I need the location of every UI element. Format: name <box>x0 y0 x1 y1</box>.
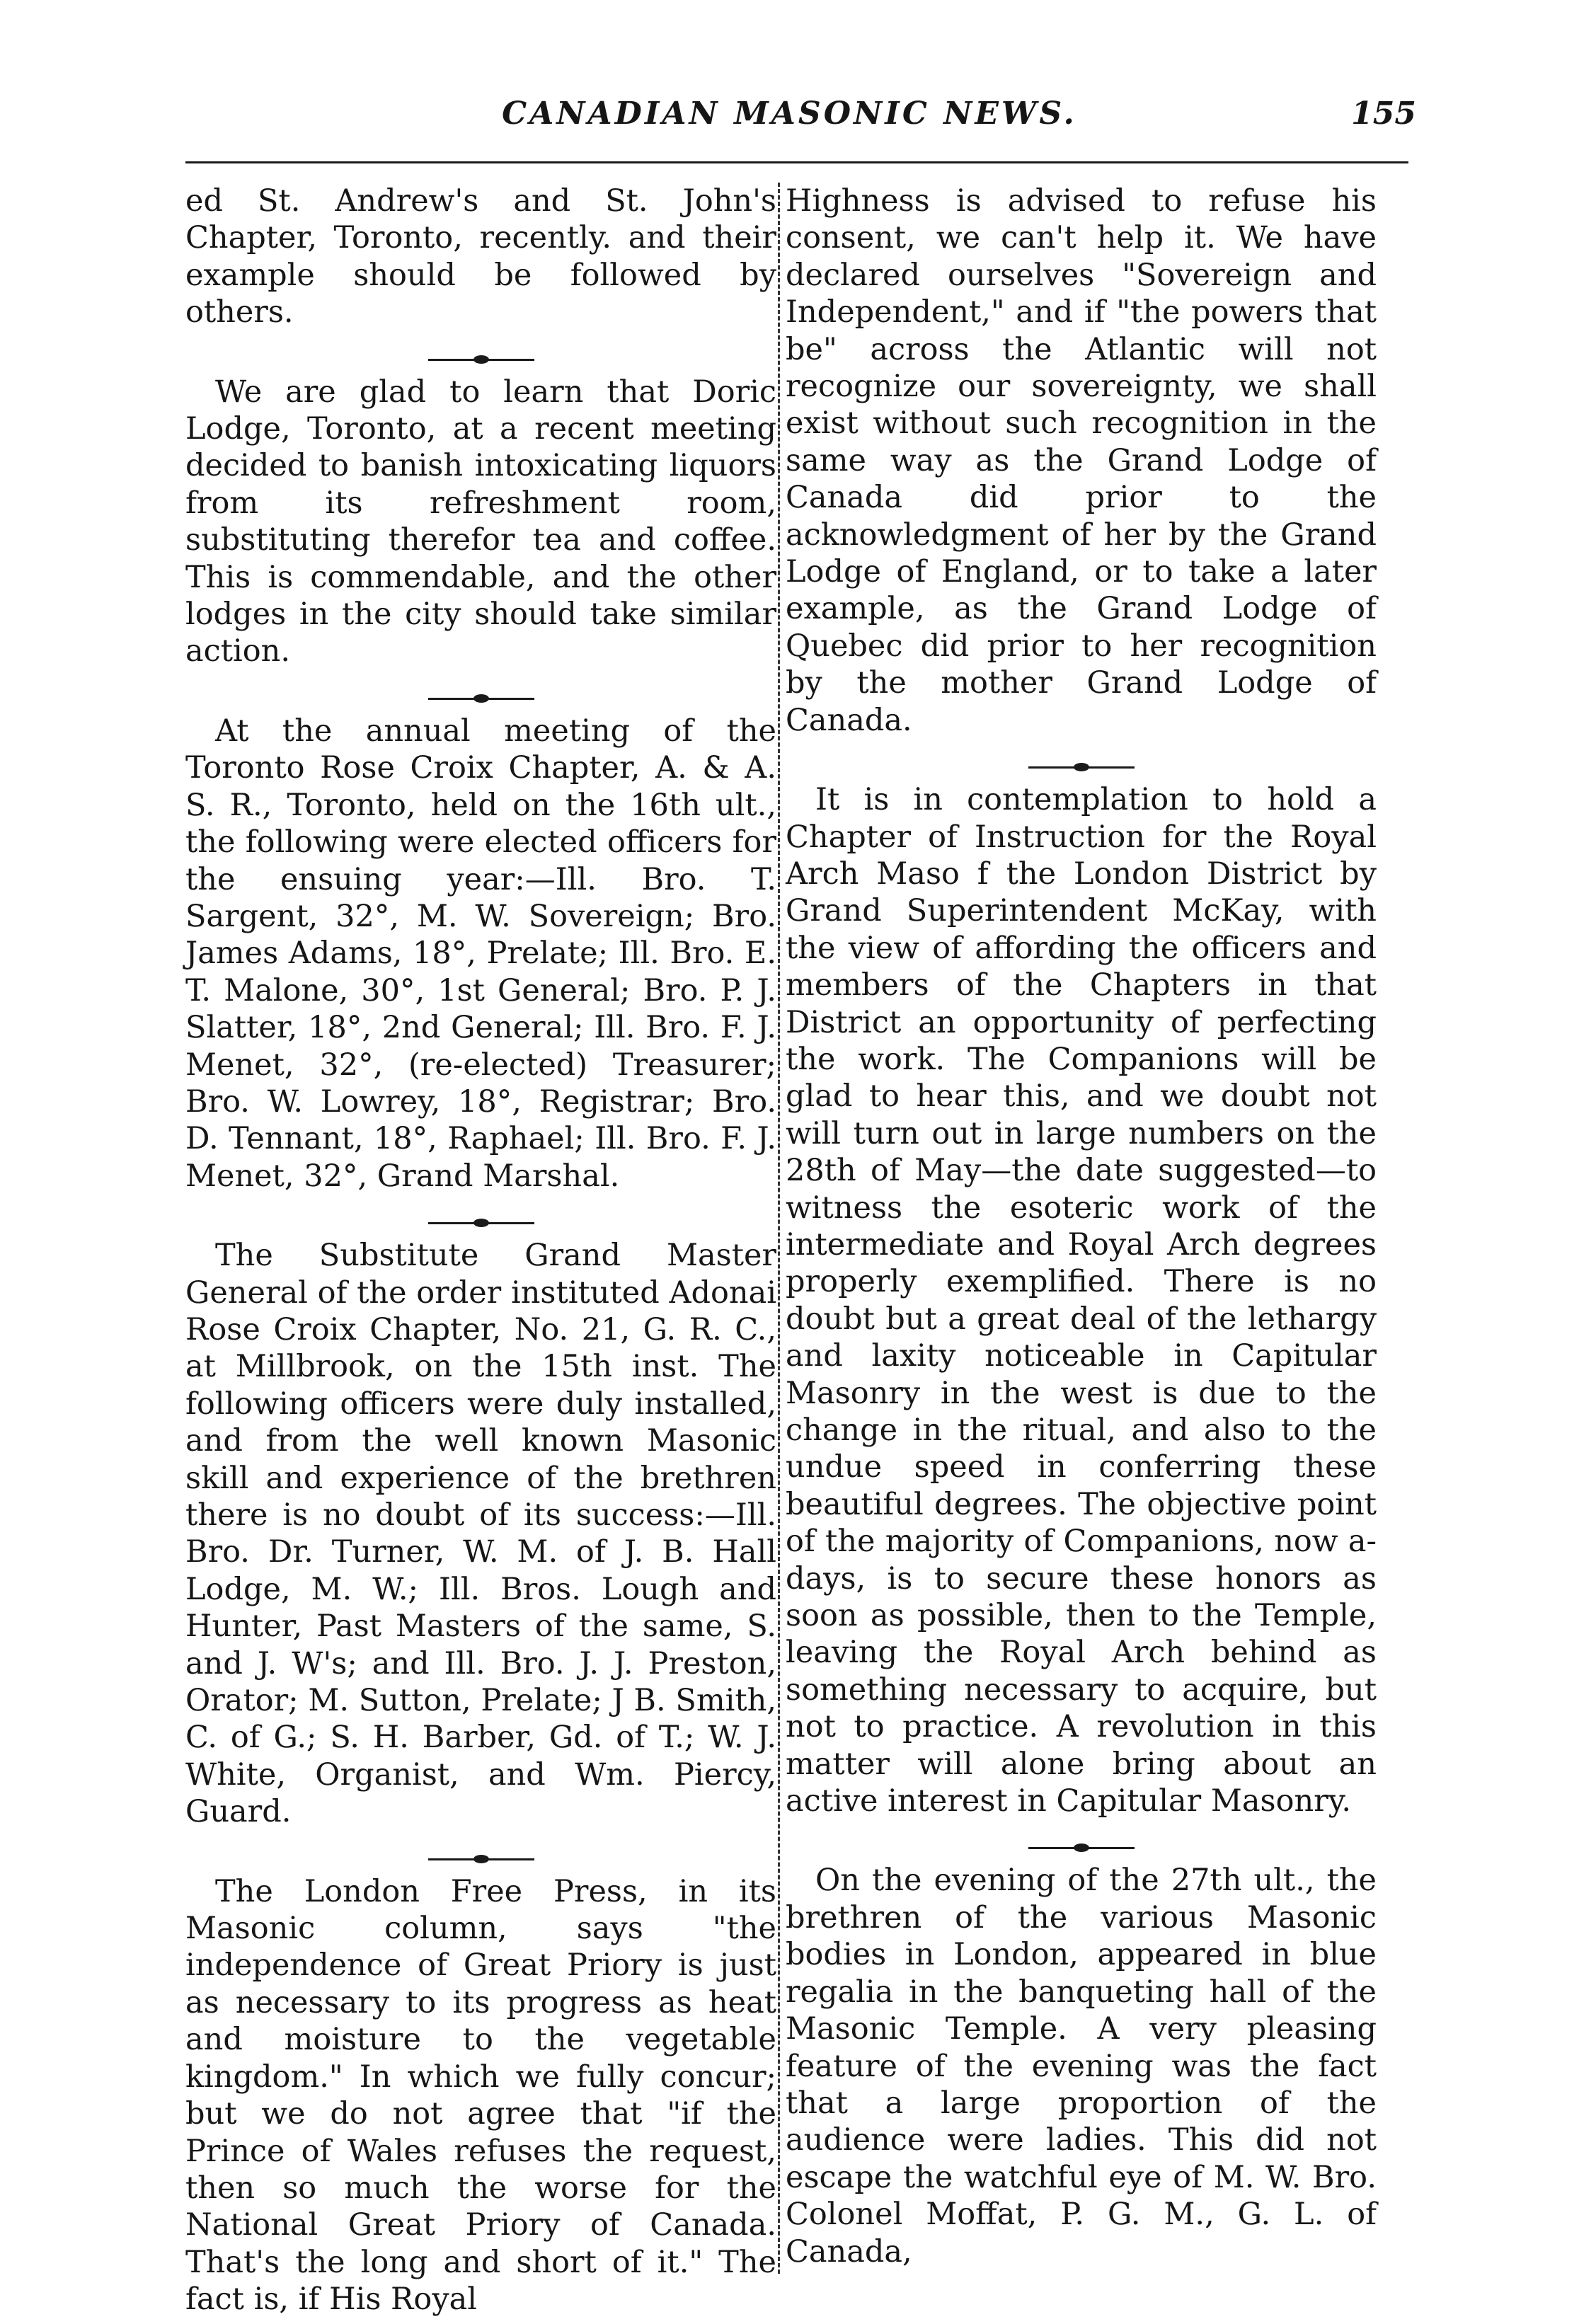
section-separator <box>185 345 776 374</box>
left-column <box>185 183 776 2318</box>
page-number: 155 <box>1351 96 1416 132</box>
section-separator <box>185 684 776 713</box>
header-rule <box>185 161 1408 163</box>
section-separator <box>786 1834 1377 1862</box>
paragraph-chapter-continuation: ed St. Andrew's and St. John's Chapter, Toronto, recently. and their example should be followed by others. <box>185 183 776 330</box>
paragraph-london-evening: On the evening of the 27th ult., the brethren of the various Masonic bodies in London, appeared in blue regalia in the banqueting hall of the Masonic Temple. A very pleasing feature of the evening was the fact that a large proportion of the audience were ladies. This did not escape the watchful eye of M. W. Bro. Colonel Moffat, P. G. M., G. L. of Canada, <box>786 1863 1377 2270</box>
paragraph-doric-lodge: We are glad to learn that Doric Lodge, Toronto, at a recent meeting decided to banish intoxicating liquors from its refreshment room, substituting therefor tea and coffee. This is commendable, and the other lodges in the city should take similar action. <box>185 374 776 669</box>
section-separator <box>786 753 1377 781</box>
paragraph-free-press: The London Free Press, in its Masonic column, says "the independence of Great Priory is just as necessary to its progress as heat and moisture to the vegetable kingdom." In which we fully concur; but we do not agree that "if the Prince of Wales refuses the request, then so much the worse for the National Great Priory of Canada. That's the long and short of it." The fact is, if His Royal <box>185 1873 776 2318</box>
paragraph-rose-croix-election: At the annual meeting of the Toronto Rose Croix Chapter, A. & A. S. R., Toronto, held on the 16th ult., the following were elected officers for the ensuing year:—Ill. Bro. T. Sargent, 32°, M. W. Sovereign; Bro. James Adams, 18°, Prelate; Ill. Bro. E. T. Malone, 30°, 1st General; Bro. P. J. Slatter, 18°, 2nd General; Ill. Bro. F. J. Menet, 32°, (re-elected) Treasurer; Bro. W. Lowrey, 18°, Registrar; Bro. D. Tennant, 18°, Raphael; Ill. Bro. F. J. Menet, 32°, Grand Marshal. <box>185 713 776 1194</box>
running-head <box>0 96 1579 145</box>
paragraph-chapter-of-instruction: It is in contemplation to hold a Chapter of Instruction for the Royal Arch Maso f the London District by Grand Superintendent McKay, with the view of affording the officers and members of the Chapters in that District an opportunity of perfecting the work. The Companions will be glad to hear this, and we doubt not will turn out in large numbers on the 28th of May—the date suggested—to witness the esoteric work of the intermediate and Royal Arch degrees properly exemplified. There is no doubt but a great deal of the lethargy and laxity noticeable in Capitular Masonry in the west is due to the change in the ritual, and also to the undue speed in conferring these beautiful degrees. The objective point of the majority of Companions, now a-days, is to secure these honors as soon as possible, then to the Temple, leaving the Royal Arch behind as something necessary to acquire, but not to practice. A revolution in this matter will alone bring about an active interest in Capitular Masonry. <box>786 782 1377 1819</box>
paragraph-adonai-chapter: The Substitute Grand Master General of the order instituted Adonai Rose Croix Chapter, No. 21, G. R. C., at Millbrook, on the 15th inst. The following officers were duly installed, and from the well known Masonic skill and experience of the brethren there is no doubt of its success:—Ill. Bro. Dr. Turner, W. M. of J. B. Hall Lodge, M. W.; Ill. Bros. Lough and Hunter, Past Masters of the same, S. and J. W's; and Ill. Bro. J. J. Preston, Orator; M. Sutton, Prelate; J B. Smith, C. of G.; S. H. Barber, Gd. of T.; W. J. White, Organist, and Wm. Piercy, Guard. <box>185 1238 776 1830</box>
section-separator <box>185 1845 776 1873</box>
running-title: CANADIAN MASONIC NEWS. <box>502 96 1077 132</box>
right-column <box>786 183 1377 2270</box>
paragraph-royal-highness: Highness is advised to refuse his consent, we can't help it. We have declared ourselves "Sovereign and Independent," and if "the powers that be" across the Atlantic will not recognize our sovereignty, we shall exist without such recognition in the same way as the Grand Lodge of Canada did prior to the acknowledgment of her by the Grand Lodge of England, or to take a later example, as the Grand Lodge of Quebec did prior to her recognition by the mother Grand Lodge of Canada. <box>786 183 1377 738</box>
column-divider <box>778 183 780 2274</box>
section-separator <box>185 1209 776 1237</box>
